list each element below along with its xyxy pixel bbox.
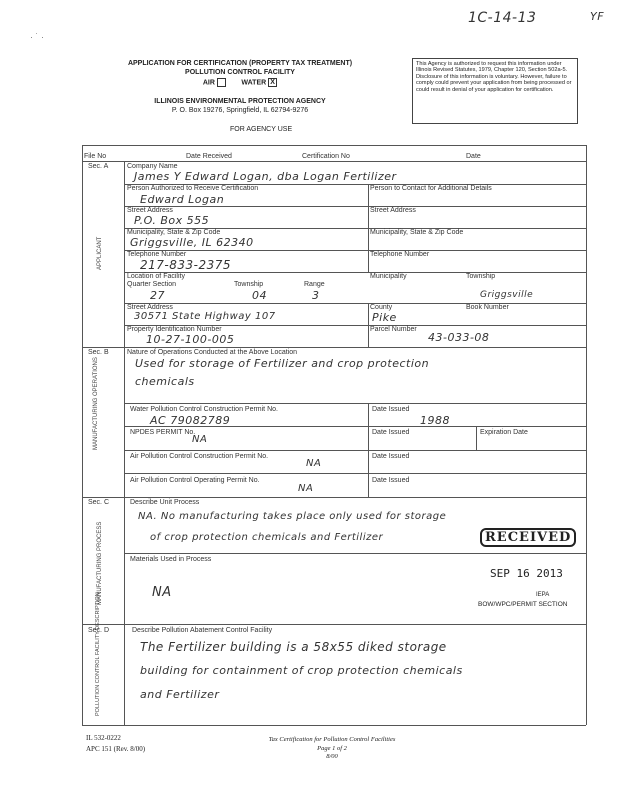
expiration-label: Expiration Date (480, 429, 528, 436)
materials-label: Materials Used in Process (130, 556, 212, 563)
township-value: 04 (252, 289, 267, 302)
wpc-permit-value: AC 79082789 (150, 414, 231, 427)
agency-name: ILLINOIS ENVIRONMENTAL PROTECTION AGENCY (154, 98, 326, 105)
wpc-date-label: Date Issued (372, 406, 410, 413)
telephone-value: 217-833-2375 (140, 258, 232, 272)
apo-permit-value: NA (298, 483, 314, 494)
pin-label: Property Identification Number (127, 326, 222, 333)
facility-street-value: 30571 State Highway 107 (134, 311, 276, 322)
street-address-value: P.O. Box 555 (134, 214, 210, 227)
person-authorized-label: Person Authorized to Receive Certification (127, 185, 259, 192)
quarter-section-value: 27 (150, 289, 165, 302)
abatement-line1: The Fertilizer building is a 58x55 diked storage (140, 640, 447, 654)
handwritten-initials: YF (590, 10, 605, 23)
form-title: APPLICATION FOR CERTIFICATION (PROPERTY TAX TREATMENT) (127, 60, 353, 67)
file-no-label: File No (84, 153, 107, 160)
received-stamp: RECEIVED (480, 528, 576, 547)
county-label: County (370, 304, 393, 311)
scan-specks: · ˙ · (30, 32, 44, 42)
apc-permit-value: NA (306, 458, 322, 469)
abatement-label: Describe Pollution Abatement Control Facility (132, 627, 273, 634)
footer-date: 8/00 (326, 753, 338, 760)
sec-a-side-label: APPLICANT (97, 236, 103, 270)
street-address-label: Street Address (127, 207, 173, 214)
npdes-value: NA (192, 434, 208, 445)
apo-permit-label: Air Pollution Control Operating Permit No. (130, 477, 260, 484)
received-stamp-iepa: IEPA (536, 592, 550, 598)
telephone-label: Telephone Number (127, 251, 187, 258)
handwritten-date: 1C-14-13 (468, 10, 537, 26)
wpc-permit-label: Water Pollution Control Construction Permit No. (130, 406, 278, 413)
sec-c-label: Sec. C (88, 499, 110, 506)
unit-process-line2: of crop protection chemicals and Fertilizer (150, 532, 384, 543)
sec-b-side-label: MANUFACTURING OPERATIONS (93, 357, 99, 450)
agency-address: P. O. Box 19276, Springfield, IL 62794-9276 (171, 107, 309, 114)
form-subtitle: POLLUTION CONTROL FACILITY (185, 69, 295, 76)
npdes-date-label: Date Issued (372, 429, 410, 436)
sec-d-label: Sec. D (88, 627, 110, 634)
township2-value: Griggsville (480, 290, 534, 300)
nature-line1: Used for storage of Fertilizer and crop protection (135, 357, 430, 370)
privacy-notice: This Agency is authorized to request this information under Illinois Revised Statutes, 1979, Chapter 120, Section 502a-5. Disclosure of this information is voluntary. However, failure to comply could prevent your application from being processed or could result in denial of your application for certification. (412, 58, 578, 124)
municipality-label: Municipality, State & Zip Code (127, 229, 221, 236)
company-name-label: Company Name (127, 163, 178, 170)
date-received-label: Date Received (186, 153, 232, 160)
unit-process-label: Describe Unit Process (130, 499, 200, 506)
county-value: Pike (372, 311, 397, 324)
apo-date-label: Date Issued (372, 477, 410, 484)
air-water-line (100, 78, 380, 87)
air-label: AIR (202, 79, 215, 87)
township-label: Township (234, 281, 264, 288)
person-authorized-value: Edward Logan (140, 193, 225, 206)
contact-telephone-label: Telephone Number (370, 251, 430, 258)
footer-page: Page 1 of 2 (317, 745, 347, 752)
book-number-label: Book Number (466, 304, 509, 311)
unit-process-line1: NA. No manufacturing takes place only used for storage (138, 511, 447, 522)
received-stamp-date: SEP 16 2013 (490, 567, 563, 580)
person-contact-label: Person to Contact for Additional Details (370, 185, 492, 192)
npdes-label: NPDES PERMIT No. (130, 429, 196, 436)
municipality-value: Griggsville, IL 62340 (130, 236, 254, 249)
water-checkbox[interactable]: X (268, 78, 277, 87)
facility-street-label: Street Address (127, 304, 173, 311)
sec-a-label: Sec. A (88, 163, 109, 170)
parcel-label: Parcel Number (370, 326, 417, 333)
quarter-section-label: Quarter Section (127, 281, 177, 288)
municipality2-label: Municipality (370, 273, 407, 280)
company-name-value: James Y Edward Logan, dba Logan Fertilizer (134, 170, 397, 183)
parcel-value: 43-033-08 (428, 331, 490, 344)
certification-no-label: Certification No (302, 153, 350, 160)
nature-line2: chemicals (135, 375, 195, 388)
form-number: IL 532-0222 (86, 734, 121, 742)
apc-revision: APC 151 (Rev. 8/00) (86, 745, 146, 753)
sec-d-side-label: POLLUTION CONTROL FACILITY DESCRIPTION (95, 592, 101, 716)
air-checkbox[interactable] (217, 78, 226, 87)
abatement-line2: building for containment of crop protection chemicals (140, 664, 463, 677)
abatement-line3: and Fertilizer (140, 688, 220, 701)
range-value: 3 (312, 289, 320, 302)
agency-use-heading: FOR AGENCY USE (230, 126, 293, 133)
apc-permit-label: Air Pollution Control Construction Permit No. (130, 453, 269, 460)
location-label: Location of Facility (127, 273, 185, 280)
contact-municipality-label: Municipality, State & Zip Code (370, 229, 464, 236)
apc-date-label: Date Issued (372, 453, 410, 460)
township2-label: Township (466, 273, 496, 280)
water-label: WATER (241, 79, 267, 87)
contact-street-label: Street Address (370, 207, 416, 214)
sec-b-label: Sec. B (88, 349, 109, 356)
agency-date-label: Date (466, 153, 481, 160)
footer-title: Tax Certification for Pollution Control Facilities (268, 736, 396, 743)
range-label: Range (304, 281, 325, 288)
sec-c-side-label: MANUFACTURING PROCESS (97, 521, 103, 605)
materials-value: NA (152, 585, 172, 600)
nature-label: Nature of Operations Conducted at the Above Location (127, 349, 298, 356)
wpc-date-value: 1988 (420, 414, 450, 427)
pin-value: 10-27-100-005 (146, 333, 235, 346)
received-stamp-bureau: BOW/WPC/PERMIT SECTION (478, 601, 568, 608)
